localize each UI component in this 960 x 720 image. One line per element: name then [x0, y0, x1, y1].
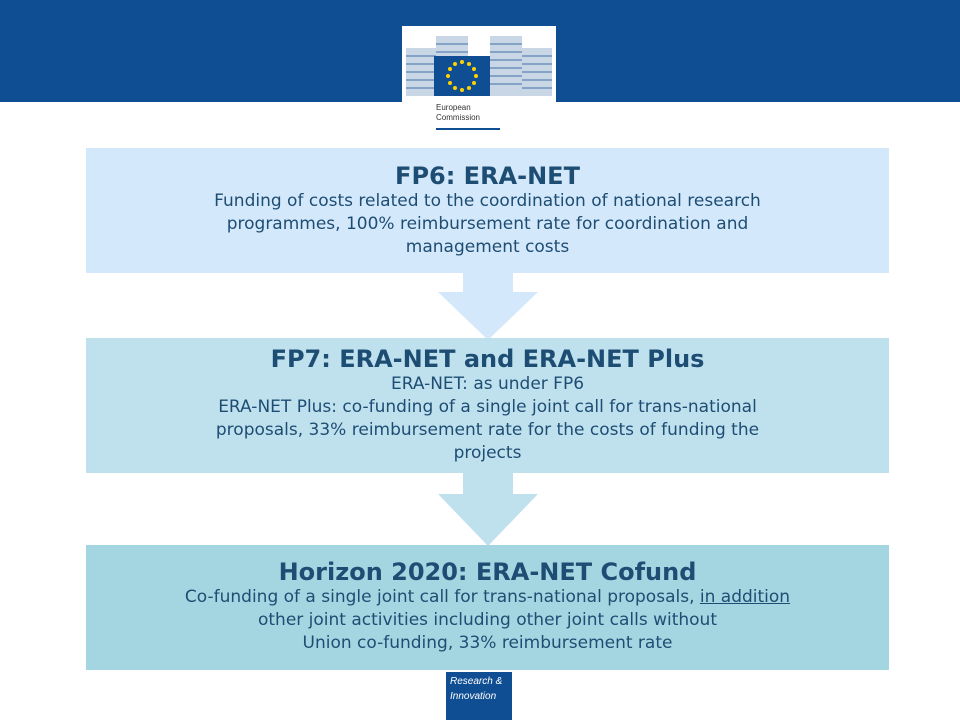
logo-line-1: European — [436, 103, 471, 112]
step-body-line: projects — [453, 443, 522, 463]
logo-underline — [436, 128, 500, 130]
step-body — [86, 373, 889, 465]
step-title: FP7: ERA-NET and ERA-NET Plus — [270, 345, 705, 373]
step-body-line: ERA-NET Plus: co-funding of a single joint call for trans-national — [218, 397, 757, 417]
step-body-line: proposals, 33% reimbursement rate for the costs of funding the — [215, 420, 760, 440]
down-arrow-icon — [438, 270, 538, 342]
step-body-line: programmes, 100% reimbursement rate for coordination and — [226, 214, 749, 234]
badge-line-2: Innovation — [450, 691, 497, 702]
badge-line-1: Research & — [450, 676, 503, 687]
step-fp7 — [86, 338, 889, 473]
step-fp6 — [86, 148, 889, 273]
logo-text — [436, 103, 480, 123]
european-commission-logo — [402, 26, 556, 132]
logo-line-2: Commission — [436, 113, 481, 122]
step-body-line: ERA-NET: as under FP6 — [390, 374, 585, 394]
step-body-line: Funding of costs related to the coordination of national research — [214, 191, 761, 211]
step-body — [86, 586, 889, 655]
step-title: Horizon 2020: ERA-NET Cofund — [278, 558, 697, 586]
step-body-text: Co-funding of a single joint call for trans-national proposals, — [184, 587, 700, 607]
step-title: FP6: ERA-NET — [395, 162, 580, 190]
step-body — [86, 190, 889, 259]
underlined-text: in addition — [699, 587, 791, 607]
step-body-line: Union co-funding, 33% reimbursement rate — [302, 633, 673, 653]
step-body-line — [126, 586, 849, 609]
down-arrow-icon — [438, 470, 538, 548]
step-body-line: other joint activities including other joint calls without — [257, 610, 718, 630]
step-body-line: management costs — [405, 237, 570, 257]
step-horizon-2020 — [86, 545, 889, 670]
research-innovation-badge — [446, 672, 512, 720]
